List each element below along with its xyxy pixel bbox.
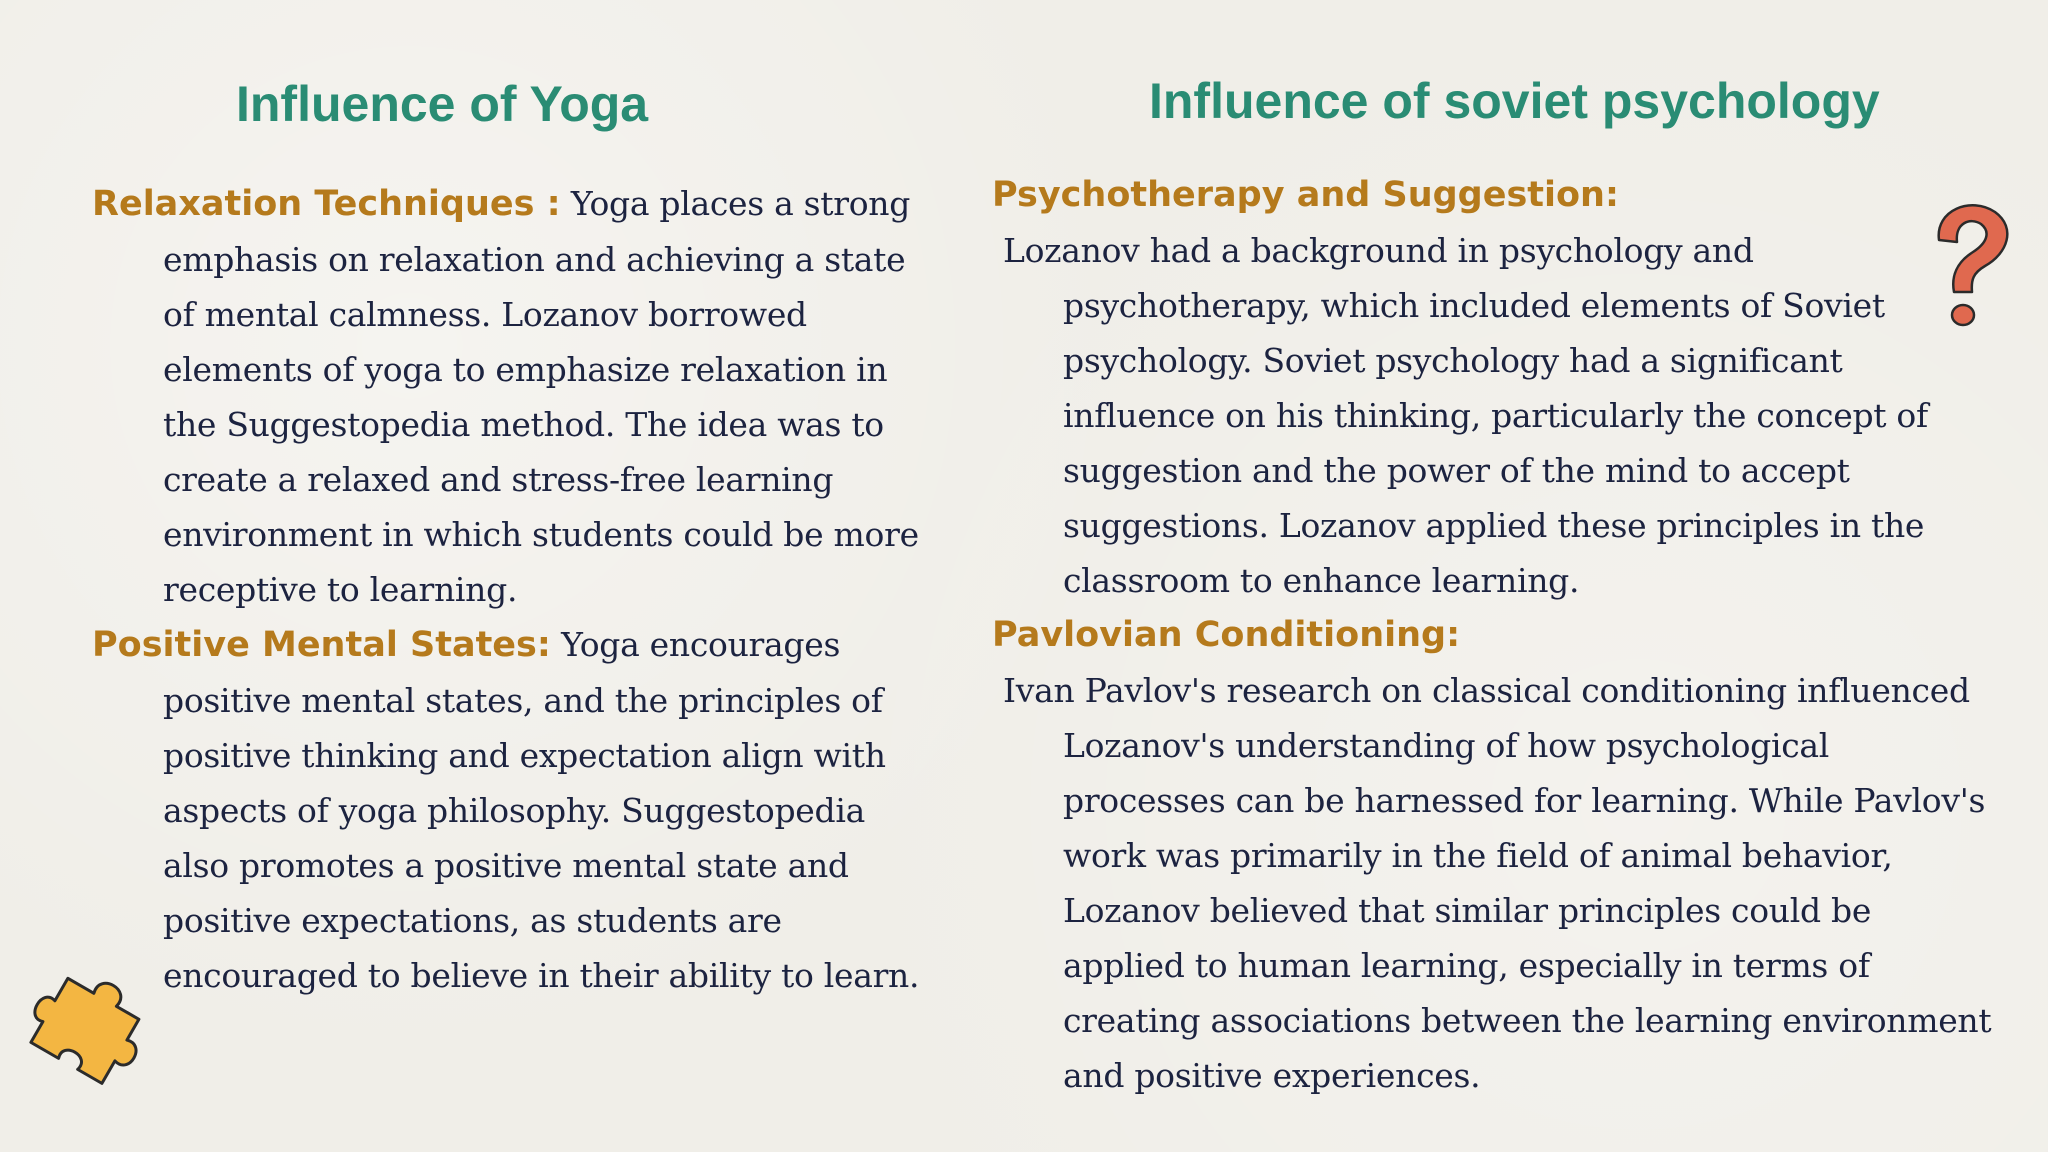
- psychotherapy-title: Psychotherapy and Suggestion:: [992, 175, 1619, 215]
- soviet-psychology-column: [992, 168, 1992, 1103]
- positive-mental-entry: [92, 617, 922, 1003]
- relaxation-title: Relaxation Techniques :: [92, 184, 561, 224]
- positive-mental-text: Yoga encourages positive mental states, and the principles of positive thinking and expectation align with aspects of yoga philosophy. Suggestopedia also promotes a positive mental state and positive expectations, as students are encouraged to believe in their ability to learn.: [163, 625, 920, 995]
- yoga-column: [92, 176, 922, 1003]
- relaxation-entry: [92, 176, 922, 617]
- right-heading: Influence of soviet psychology: [1149, 73, 1880, 129]
- left-heading: Influence of Yoga: [236, 76, 649, 132]
- psychotherapy-text: Lozanov had a background in psychology and psychotherapy, which included elements of Soviet psychology. Soviet psychology had a significant influence on his thinking, particularly the concept of suggestion and the power of the mind to accept suggestions. Lozanov applied these principles in the classroom to enhance learning.: [1003, 231, 1928, 600]
- puzzle-piece-icon: [20, 958, 160, 1098]
- question-mark-icon: [1925, 196, 2015, 336]
- pavlovian-title: Pavlovian Conditioning:: [992, 615, 1461, 655]
- pavlovian-text: Ivan Pavlov's research on classical conditioning influenced Lozanov's understanding of how psychological processes can be harnessed for learning. While Pavlov's work was primarily in the field of animal behavior, Lozanov believed that similar principles could be applied to human learning, especially in terms of creating associations between the learning environment and positive experiences.: [1003, 671, 1992, 1095]
- positive-mental-title: Positive Mental States:: [92, 625, 551, 665]
- relaxation-text: Yoga places a strong emphasis on relaxation and achieving a state of mental calmness. Lozanov borrowed elements of yoga to emphasize relaxation in the Suggestopedia method. The idea was to create a relaxed and stress-free learning environment in which students could be more receptive to learning.: [163, 184, 919, 609]
